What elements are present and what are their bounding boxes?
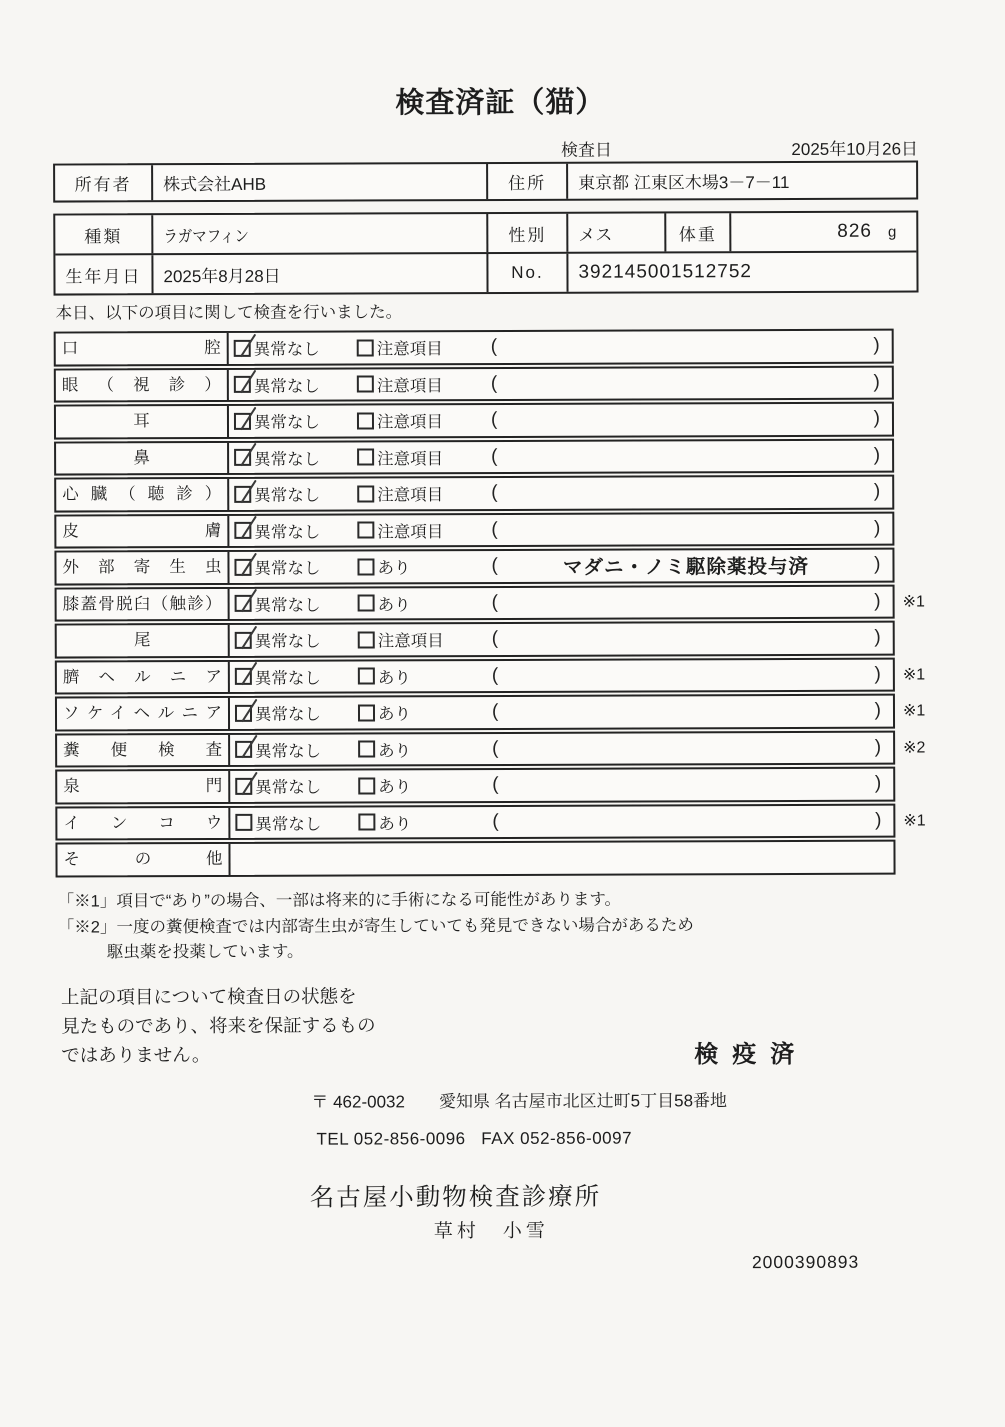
clinic-tel-fax: TEL 052-856-0096 FAX 052-856-0097	[316, 1128, 633, 1149]
open-paren: (	[492, 810, 499, 832]
exam-row	[54, 329, 894, 366]
empty-checkbox-icon	[357, 376, 374, 393]
no-label: No.	[488, 254, 568, 292]
option-label: 注意項目	[376, 413, 444, 432]
exam-item-label: 口腔	[56, 333, 229, 364]
footnote-reference: ※2	[903, 739, 926, 757]
empty-checkbox-icon	[357, 412, 374, 429]
exam-option	[358, 810, 492, 834]
footnote-reference: ※1	[902, 666, 926, 684]
exam-row-content	[229, 513, 892, 546]
option-label: 異常なし	[254, 486, 321, 506]
checked-checkbox-icon	[235, 778, 252, 795]
exam-option	[357, 372, 491, 396]
empty-checkbox-icon	[357, 339, 374, 356]
close-paren: )	[874, 626, 881, 648]
empty-checkbox-icon	[357, 485, 374, 502]
exam-row	[55, 621, 895, 658]
open-paren: (	[492, 774, 499, 796]
exam-row-content	[229, 440, 892, 473]
exam-option	[230, 628, 358, 652]
finding-text: マダニ・ノミ駆除薬投与済	[562, 556, 810, 580]
option-label: 異常なし	[255, 742, 322, 761]
no-value: 392145001512752	[578, 261, 753, 283]
exam-row-content	[229, 367, 892, 400]
exam-option	[230, 810, 358, 834]
clinic-name: 名古屋小動物検査診療所	[309, 1183, 602, 1212]
empty-checkbox-icon	[358, 777, 375, 794]
exam-option	[229, 445, 357, 469]
footnote-reference: ※1	[902, 593, 925, 611]
finding-text	[498, 674, 874, 675]
option-label: 注意項目	[377, 522, 444, 542]
empty-checkbox-icon	[357, 449, 374, 466]
finding-text	[498, 601, 874, 602]
open-paren: (	[491, 664, 499, 686]
open-paren: (	[491, 628, 499, 650]
exam-row	[54, 365, 894, 402]
disclaimer-line: 上記の項目について検査日の状態を	[60, 985, 357, 1008]
exam-row	[55, 694, 926, 731]
exam-item-label: 膝蓋骨脱臼（触診）	[57, 588, 230, 619]
owner-table	[53, 161, 918, 203]
empty-checkbox-icon	[357, 522, 374, 539]
pet-table	[53, 211, 918, 296]
exam-row-content	[229, 550, 892, 583]
exam-item-label: 糞便検査	[57, 734, 230, 765]
disclaimer-line: ではありません。	[61, 1044, 211, 1066]
exam-option	[230, 701, 358, 725]
exam-row	[55, 767, 895, 804]
exam-item-label: 鼻	[56, 442, 229, 473]
exam-row-content	[230, 696, 893, 729]
checked-checkbox-icon	[235, 668, 252, 685]
pet-table-row-1	[55, 213, 916, 256]
exam-row	[55, 584, 925, 621]
option-label: 異常なし	[255, 815, 322, 834]
footnote-1: 「※1」項目で“あり”の場合、一部は将来的に手術になる可能性があります。	[57, 890, 622, 911]
close-paren: )	[873, 371, 880, 393]
close-paren: )	[873, 444, 881, 466]
exam-item-label: 外部寄生虫	[56, 552, 229, 583]
exam-option	[357, 554, 491, 578]
exam-option	[357, 408, 491, 432]
breed-label: 種類	[55, 215, 153, 253]
empty-checkbox-icon	[358, 631, 375, 648]
finding-text	[498, 492, 874, 493]
option-label: 異常なし	[254, 705, 322, 725]
quarantine-passed-stamp: 検疫済	[694, 1040, 809, 1069]
option-label: 異常なし	[254, 523, 321, 542]
checked-checkbox-icon	[234, 413, 251, 430]
option-label: あり	[378, 778, 412, 797]
footnote-2-line-2: 駆虫薬を投薬しています。	[106, 942, 304, 962]
exam-option	[357, 335, 491, 359]
checked-checkbox-icon	[234, 340, 251, 357]
empty-checkbox-icon	[235, 814, 252, 831]
exam-option	[229, 555, 357, 579]
empty-checkbox-icon	[358, 741, 375, 758]
exam-option	[229, 518, 357, 542]
close-paren: )	[874, 736, 882, 758]
exam-row-content	[229, 331, 892, 364]
option-label: 異常なし	[254, 669, 321, 688]
option-label: 異常なし	[253, 340, 320, 360]
exam-option	[358, 737, 492, 761]
finding-text	[497, 419, 873, 420]
open-paren: (	[490, 372, 498, 394]
checked-checkbox-icon	[235, 595, 252, 612]
checked-checkbox-icon	[234, 559, 251, 576]
clinic-address-line	[311, 1086, 727, 1112]
option-label: 異常なし	[254, 450, 321, 469]
exam-row-content	[230, 842, 893, 875]
checked-checkbox-icon	[234, 449, 251, 466]
footnote-2-line-1: 「※2」一度の糞便検査では内部寄生虫が寄生していても発見できない場合があるため	[57, 916, 694, 937]
open-paren: (	[491, 518, 498, 540]
checked-checkbox-icon	[234, 376, 251, 393]
exam-row-content	[229, 477, 892, 510]
footnote-reference: ※1	[903, 812, 926, 830]
close-paren: )	[875, 809, 882, 831]
sex-label: 性別	[488, 214, 568, 252]
exam-item-label: 心臓（聴診）	[56, 479, 229, 510]
weight-value-cell	[731, 213, 916, 252]
option-label: あり	[378, 742, 412, 761]
exam-row-content	[230, 769, 893, 802]
exam-option	[358, 773, 492, 797]
finding-text	[498, 711, 874, 712]
finding-text	[498, 528, 874, 529]
inspection-date-value: 2025年10月26日	[791, 139, 919, 159]
option-label: あり	[377, 705, 412, 724]
exam-item-label: 皮膚	[56, 515, 229, 546]
checked-checkbox-icon	[235, 705, 252, 722]
exam-item-label: 尾	[57, 625, 230, 656]
exam-row	[55, 840, 895, 877]
sex-value: メス	[568, 213, 666, 251]
open-paren: (	[490, 409, 498, 431]
option-label: 注意項目	[377, 449, 444, 469]
option-label: 注意項目	[376, 340, 443, 359]
birth-value: 2025年8月28日	[153, 254, 488, 293]
option-label: 異常なし	[253, 413, 321, 433]
checked-checkbox-icon	[235, 632, 252, 649]
close-paren: )	[873, 517, 881, 539]
veterinarian-name: 草村 小雪	[433, 1220, 549, 1243]
exam-row	[55, 657, 926, 694]
open-paren: (	[491, 591, 498, 613]
close-paren: )	[874, 590, 881, 612]
exam-row	[55, 803, 926, 840]
exam-row	[54, 402, 894, 439]
option-label: あり	[377, 559, 411, 578]
exam-option	[358, 700, 492, 724]
exam-row-content	[229, 404, 892, 437]
exam-option	[357, 445, 491, 469]
close-paren: )	[873, 334, 880, 356]
exam-option	[358, 627, 492, 651]
exam-option	[230, 774, 358, 798]
exam-row	[54, 548, 894, 585]
option-label: 異常なし	[255, 778, 322, 798]
exam-option	[229, 336, 357, 360]
weight-value: 826	[837, 220, 873, 242]
empty-checkbox-icon	[358, 704, 375, 721]
option-label: あり	[377, 669, 411, 688]
intro-sentence: 本日、以下の項目に関して検査を行いました。	[55, 303, 403, 323]
owner-value: 株式会社AHB	[153, 164, 488, 200]
close-paren: )	[874, 663, 881, 685]
checked-checkbox-icon	[234, 522, 251, 539]
open-paren: (	[491, 701, 499, 723]
pet-table-row-2	[55, 253, 916, 294]
exam-item-label: 泉門	[57, 771, 230, 802]
owner-label: 所有者	[55, 165, 153, 200]
empty-checkbox-icon	[358, 668, 375, 685]
finding-text	[498, 638, 874, 639]
exam-option	[358, 591, 492, 615]
exam-row	[54, 438, 894, 475]
exam-row-content	[230, 805, 893, 838]
open-paren: (	[492, 737, 499, 759]
open-paren: (	[491, 445, 498, 467]
exam-row	[54, 475, 894, 512]
exam-option	[357, 518, 491, 542]
empty-checkbox-icon	[358, 814, 375, 831]
finding-text	[497, 455, 873, 456]
exam-option	[229, 409, 357, 433]
exam-option	[229, 482, 357, 506]
exam-item-label: 臍ヘルニア	[57, 661, 230, 692]
checked-checkbox-icon	[235, 741, 252, 758]
document-title: 検査済証（猫）	[395, 86, 606, 120]
finding-text	[497, 382, 873, 383]
birth-label: 生年月日	[55, 255, 153, 293]
exam-option	[357, 481, 491, 505]
option-label: 注意項目	[377, 632, 444, 651]
disclaimer-paragraph	[61, 981, 376, 1069]
inspection-date-label: 検査日	[561, 140, 613, 160]
exam-option	[230, 591, 358, 615]
exam-option	[230, 664, 358, 688]
close-paren: )	[874, 553, 881, 575]
weight-label: 体重	[666, 213, 731, 251]
close-paren: )	[874, 699, 882, 721]
weight-unit: g	[887, 223, 897, 241]
open-paren: (	[491, 482, 498, 504]
exam-option	[358, 664, 492, 688]
finding-text	[499, 820, 875, 821]
close-paren: )	[873, 407, 881, 429]
exam-row-content	[230, 659, 893, 692]
option-label: 異常なし	[254, 559, 321, 579]
exam-item-label: ソケイヘルニア	[57, 698, 230, 729]
breed-text: ラガマフィン	[163, 226, 249, 246]
exam-item-label: 耳	[56, 406, 229, 437]
exam-row	[55, 730, 926, 767]
exam-item-label: 眼（視診）	[56, 369, 229, 400]
exam-item-label: その他	[57, 844, 230, 875]
option-label: 注意項目	[376, 376, 443, 396]
exam-option	[229, 372, 357, 396]
address-value: 東京都 江東区木場3－7－11	[578, 172, 790, 193]
exam-row-content	[230, 732, 893, 765]
exam-row	[54, 511, 894, 548]
option-label: あり	[377, 596, 411, 615]
address-label: 住所	[488, 164, 568, 199]
exam-row-content	[230, 586, 893, 619]
option-label: 異常なし	[253, 377, 320, 396]
finding-text	[498, 747, 874, 748]
clinic-address: 愛知県 名古屋市北区辻町5丁目58番地	[438, 1091, 728, 1112]
option-label: 異常なし	[254, 596, 321, 615]
option-label: 異常なし	[254, 632, 321, 652]
option-label: あり	[378, 815, 412, 834]
finding-text	[497, 346, 873, 347]
empty-checkbox-icon	[358, 595, 375, 612]
close-paren: )	[873, 480, 881, 502]
breed-value	[153, 214, 488, 253]
exam-item-label: インコウ	[57, 807, 230, 838]
checked-checkbox-icon	[234, 486, 251, 503]
exam-option	[230, 737, 358, 761]
disclaimer-line: 見たものであり、将来を保証するもの	[61, 1014, 376, 1037]
open-paren: (	[490, 336, 498, 358]
serial-number: 2000390893	[751, 1251, 860, 1273]
exam-table-rows	[54, 329, 926, 879]
close-paren: )	[874, 772, 882, 794]
option-label: 注意項目	[377, 486, 444, 505]
empty-checkbox-icon	[357, 558, 374, 575]
footnote-reference: ※1	[902, 702, 926, 720]
exam-row-content	[230, 623, 893, 656]
clinic-postal-code: 〒 462-0032	[311, 1092, 405, 1112]
finding-text	[499, 784, 875, 785]
open-paren: (	[491, 555, 498, 577]
